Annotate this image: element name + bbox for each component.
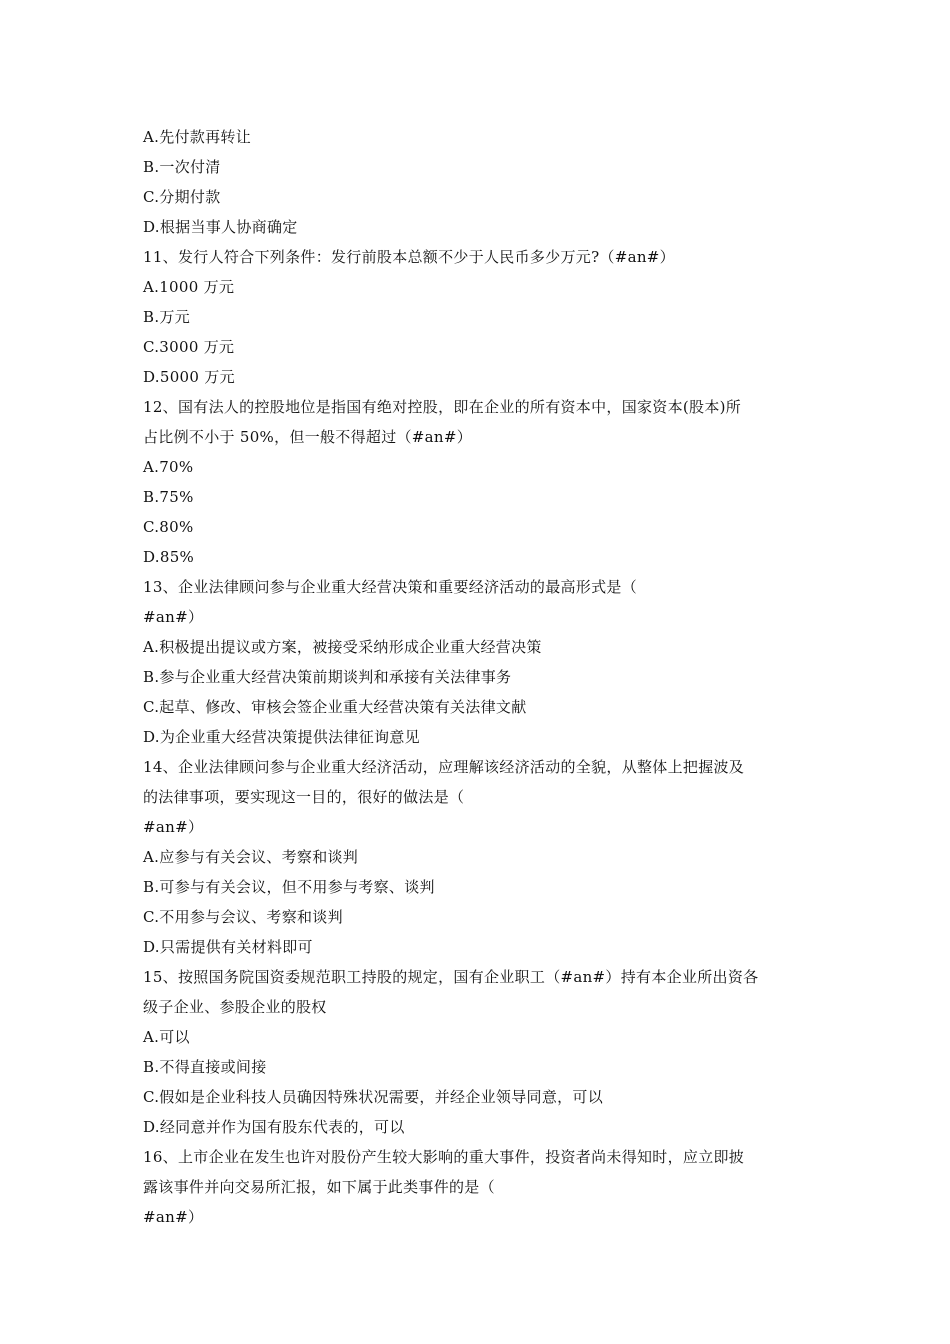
option-a-q14: A.应参与有关会议、考察和谈判 [143, 848, 359, 866]
option-d-q10: D.根据当事人协商确定 [143, 218, 298, 236]
question-14-line-2: 的法律事项，要实现这一目的，很好的做法是（ [143, 788, 465, 806]
option-b-q14: B.可参与有关会议，但不用参与考察、谈判 [143, 878, 435, 896]
question-11: 11、发行人符合下列条件：发行前股本总额不少于人民币多少万元?（#an#） [143, 248, 675, 266]
option-c-q10: C.分期付款 [143, 188, 221, 206]
option-b-q12: B.75% [143, 488, 194, 506]
option-d-q11: D.5000 万元 [143, 368, 235, 386]
option-d-q14: D.只需提供有关材料即可 [143, 938, 313, 956]
question-14-line-1: 14、企业法律顾问参与企业重大经济活动，应理解该经济活动的全貌，从整体上把握波及 [143, 758, 745, 776]
document-body [143, 122, 808, 1232]
option-b-q15: B.不得直接或间接 [143, 1058, 267, 1076]
question-12-line-2: 占比例不小于 50%，但一般不得超过（#an#） [143, 428, 473, 446]
option-c-q12: C.80% [143, 518, 194, 536]
option-a-q12: A.70% [143, 458, 194, 476]
question-13-line-2: #an#） [143, 608, 204, 626]
option-c-q15: C.假如是企业科技人员确因特殊状况需要，并经企业领导同意，可以 [143, 1088, 604, 1106]
question-16-line-3: #an#） [143, 1208, 204, 1226]
option-c-q11: C.3000 万元 [143, 338, 235, 356]
question-14-line-3: #an#） [143, 818, 204, 836]
option-b-q13: B.参与企业重大经营决策前期谈判和承接有关法律事务 [143, 668, 512, 686]
option-d-q13: D.为企业重大经营决策提供法律征询意见 [143, 728, 420, 746]
option-a-q11: A.1000 万元 [143, 278, 235, 296]
question-15-line-1: 15、按照国务院国资委规范职工持股的规定，国有企业职工（#an#）持有本企业所出资各 [143, 968, 759, 986]
option-a-q13: A.积极提出提议或方案，被接受采纳形成企业重大经营决策 [143, 638, 542, 656]
option-d-q12: D.85% [143, 548, 195, 566]
option-a-q10: A.先付款再转让 [143, 128, 252, 146]
option-d-q15: D.经同意并作为国有股东代表的，可以 [143, 1118, 405, 1136]
question-12-line-1: 12、国有法人的控股地位是指国有绝对控股，即在企业的所有资本中，国家资本(股本)所 [143, 398, 742, 416]
option-b-q10: B.一次付清 [143, 158, 221, 176]
question-16-line-1: 16、上市企业在发生也许对股份产生较大影响的重大事件，投资者尚未得知时，应立即披 [143, 1148, 745, 1166]
option-a-q15: A.可以 [143, 1028, 190, 1046]
option-b-q11: B.万元 [143, 308, 190, 326]
question-16-line-2: 露该事件并向交易所汇报，如下属于此类事件的是（ [143, 1178, 495, 1196]
question-13-line-1: 13、企业法律顾问参与企业重大经营决策和重要经济活动的最高形式是（ [143, 578, 637, 596]
option-c-q13: C.起草、修改、审核会签企业重大经营决策有关法律文献 [143, 698, 527, 716]
option-c-q14: C.不用参与会议、考察和谈判 [143, 908, 343, 926]
question-15-line-2: 级子企业、参股企业的股权 [143, 998, 327, 1016]
